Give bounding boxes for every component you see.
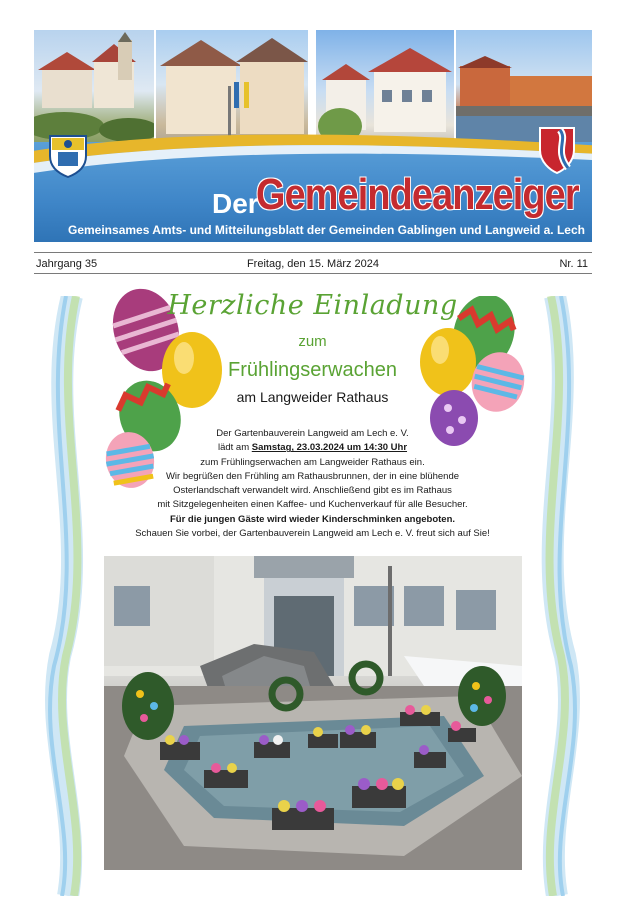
masthead-subtitle: Gemeinsames Amts- und Mitteilungsblatt der Gemeinden Gablingen und Langweid a. Lech <box>68 223 585 237</box>
invitation-line-lead: lädt am <box>217 442 252 454</box>
issue-line <box>34 252 592 274</box>
invitation-line: Der Gartenbauverein Langweid am Lech e. V. <box>216 428 409 439</box>
issue-date: Freitag, den 15. März 2024 <box>246 258 380 270</box>
invitation-place: am Langweider Rathaus <box>236 389 389 405</box>
easter-fountain-photo <box>104 556 522 870</box>
invitation-line: mit Sitzgelegenheiten einen Kaffee- und Kuchenverkauf für alle Besucher. <box>157 499 468 511</box>
masthead <box>34 30 592 242</box>
invitation-line <box>100 441 525 455</box>
invitation-date-time: Samstag, 23.03.2024 um 14:30 Uhr <box>251 442 408 454</box>
invitation-line: Osterlandschaft verwandelt wird. Anschließend gibt es im Rathaus <box>173 485 452 497</box>
invitation-line-highlight: Für die jungen Gäste wird wieder Kinderschminken angeboten. <box>169 513 456 525</box>
title-der: Der <box>212 188 259 219</box>
langweid-crest-icon <box>538 126 576 174</box>
invitation-event: Frühlingserwachen <box>228 359 397 381</box>
masthead-title <box>34 170 592 230</box>
invitation-body <box>100 427 525 541</box>
right-ribbon-decoration <box>525 296 585 896</box>
left-ribbon-decoration <box>42 296 102 896</box>
invitation-line: Schauen Sie vorbei, der Gartenbauverein Langweid am Lech e. V. freut sich auf Sie! <box>135 528 490 540</box>
issue-number: Nr. 11 <box>559 258 588 270</box>
invitation-script-title: Herzliche Einladung <box>167 290 458 321</box>
issue-volume: Jahrgang 35 <box>36 258 98 270</box>
title-gemeindeanzeiger: Gemeindeanzeiger <box>256 170 579 219</box>
invitation-line: zum Frühlingserwachen am Langweider Rathaus ein. <box>200 456 425 468</box>
invitation-line: Wir begrüßen den Frühling am Rathausbrunnen, der in eine blühende <box>165 470 460 482</box>
invitation-zum: zum <box>298 333 327 350</box>
